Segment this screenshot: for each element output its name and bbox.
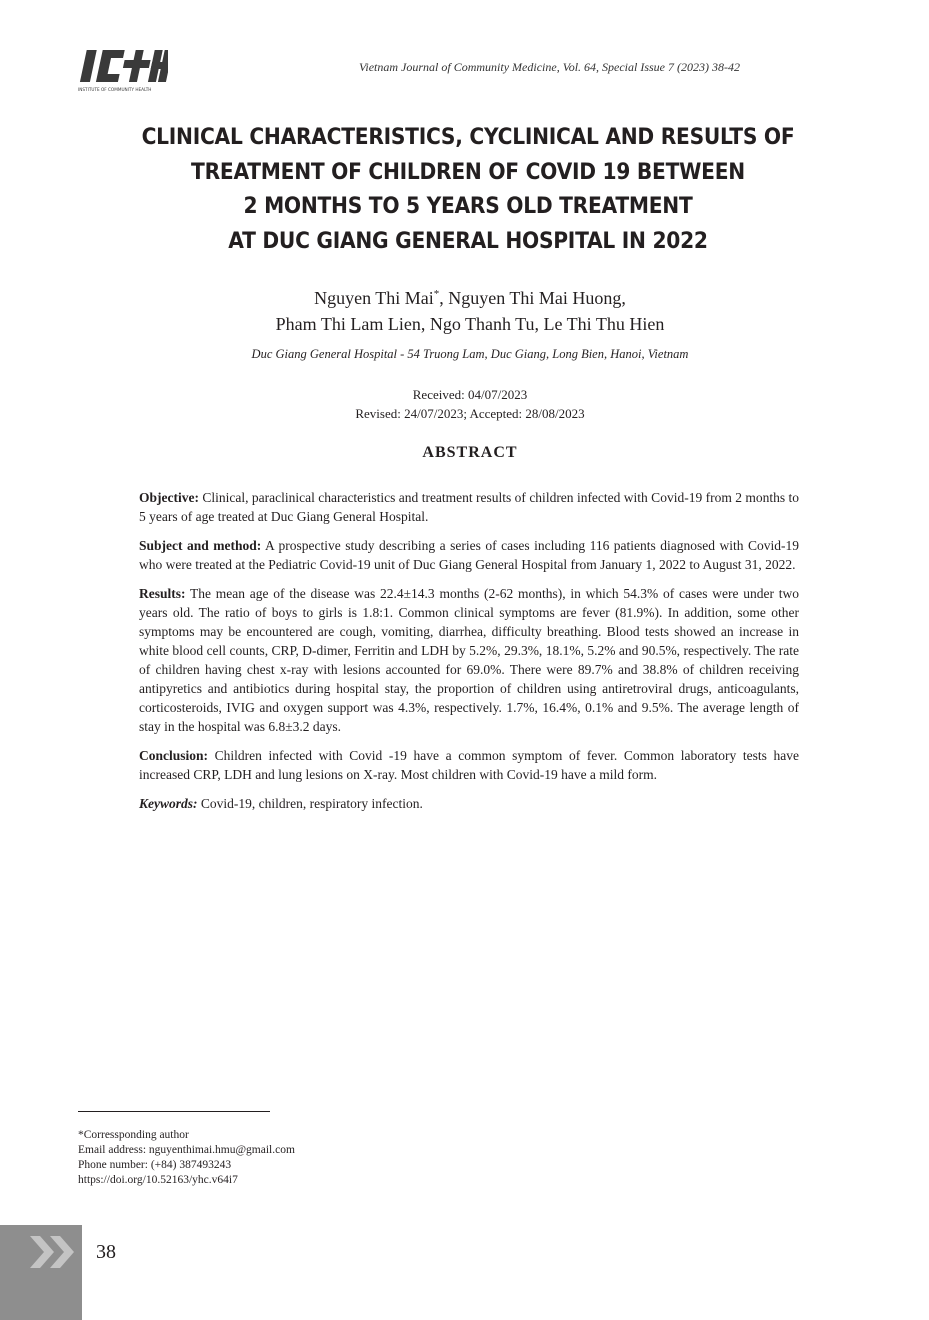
double-chevron-icon: [28, 1234, 80, 1270]
conclusion-paragraph: [139, 746, 799, 784]
phone-number: Phone number: (+84) 387493243: [78, 1159, 232, 1171]
abstract-heading: ABSTRACT: [422, 444, 518, 461]
page-number: 38: [96, 1241, 116, 1263]
received-date: Received: 04/07/2023: [412, 387, 528, 402]
method-text: A prospective study describing a series of cases including 116 patients diagnosed with Covid-19 who were treated at the Pediatric Covid-19 unit of Duc Giang General Hospital from January 1, 2022 to August 31, 2022.: [139, 538, 800, 572]
footnote: [78, 1128, 478, 1188]
title-line: AT DUC GIANG GENERAL HOSPITAL IN 2022: [228, 228, 708, 254]
title-line: 2 MONTHS TO 5 YEARS OLD TREATMENT: [243, 194, 693, 219]
author-names: , Nguyen Thi Mai Huong,: [439, 288, 626, 308]
author-list: [140, 281, 800, 337]
journal-header: Vietnam Journal of Community Medicine, Vol. 64, Special Issue 7 (2023) 38-42: [358, 60, 740, 74]
results-text: The mean age of the disease was 22.4±14.3 months (2-62 months), in which 54.3% of cases were under two years old. The ratio of boys to girls is 1.8:1. Common clinical symptoms are fever (81.9%). In addition, some other symptoms may be encountered are cough, vomiting, diarrhea, difficulty breathing. Blood tests showed an increase in white blood cell counts, CRP, D-dimer, Ferritin and LDH by 5.2%, 29.3%, 18.1%, 5.2% and 90.5%, respectively. The rate of children having chest x-ray with lesions accounted for 69.0%. There were 89.7% and 38.8% of children receiving antipyretics and antibiotics during hospital stay, the proportion of children using antiretroviral drugs, anticoagulants, corticosteroids, IVIG and oxygen support was 4.3%, respectively. 1.7%, 16.4%, 0.1% and 9.5%. The average length of stay in the hospital was 6.8±3.2 days.: [139, 586, 799, 734]
corresponding-author-note: *Corressponding author: [78, 1129, 189, 1141]
results-label: Results:: [139, 586, 186, 601]
author-name: Nguyen Thi Mai: [314, 288, 434, 308]
keywords-label: Keywords:: [139, 796, 198, 811]
results-paragraph: [139, 584, 799, 736]
keywords-paragraph: [139, 794, 799, 813]
article-dates: [200, 385, 740, 423]
revised-accepted-date: Revised: 24/07/2023; Accepted: 28/08/2023: [355, 406, 585, 421]
abstract-body: [139, 488, 799, 823]
objective-paragraph: [139, 488, 799, 526]
author-line-2: Pham Thi Lam Lien, Ngo Thanh Tu, Le Thi Thu Hien: [275, 314, 665, 334]
title-line: TREATMENT OF CHILDREN OF COVID 19 BETWEEN: [191, 159, 745, 185]
title-line: CLINICAL CHARACTERISTICS, CYCLINICAL AND RESULTS OF: [141, 125, 795, 150]
corresponding-mark: *: [433, 288, 440, 300]
affiliation: Duc Giang General Hospital - 54 Truong Lam, Duc Giang, Long Bien, Hanoi, Vietnam: [251, 347, 689, 361]
conclusion-label: Conclusion:: [139, 748, 209, 763]
author-line-1: [140, 281, 800, 311]
method-label: Subject and method:: [139, 538, 262, 553]
footnote-divider: [78, 1111, 270, 1112]
journal-logo: [76, 44, 168, 94]
keywords-text: Covid-19, children, respiratory infection.: [197, 796, 423, 811]
objective-label: Objective:: [139, 490, 199, 505]
conclusion-text: Children infected with Covid -19 have a common symptom of fever. Common laboratory tests have increased CRP, LDH and lung lesions on X-ray. Most children with Covid-19 have a mild form.: [139, 748, 799, 782]
email-address: Email address: nguyenthimai.hmu@gmail.com: [78, 1144, 295, 1156]
logo-caption: INSTITUTE OF COMMUNITY HEALTH: [78, 87, 152, 92]
method-paragraph: [139, 536, 799, 574]
doi-link[interactable]: https://doi.org/10.52163/yhc.v64i7: [78, 1174, 238, 1186]
article-title: [129, 121, 806, 259]
objective-text: Clinical, paraclinical characteristics and treatment results of children infected with Covid-19 from 2 months to 5 years of age treated at Duc Giang General Hospital.: [139, 490, 799, 524]
